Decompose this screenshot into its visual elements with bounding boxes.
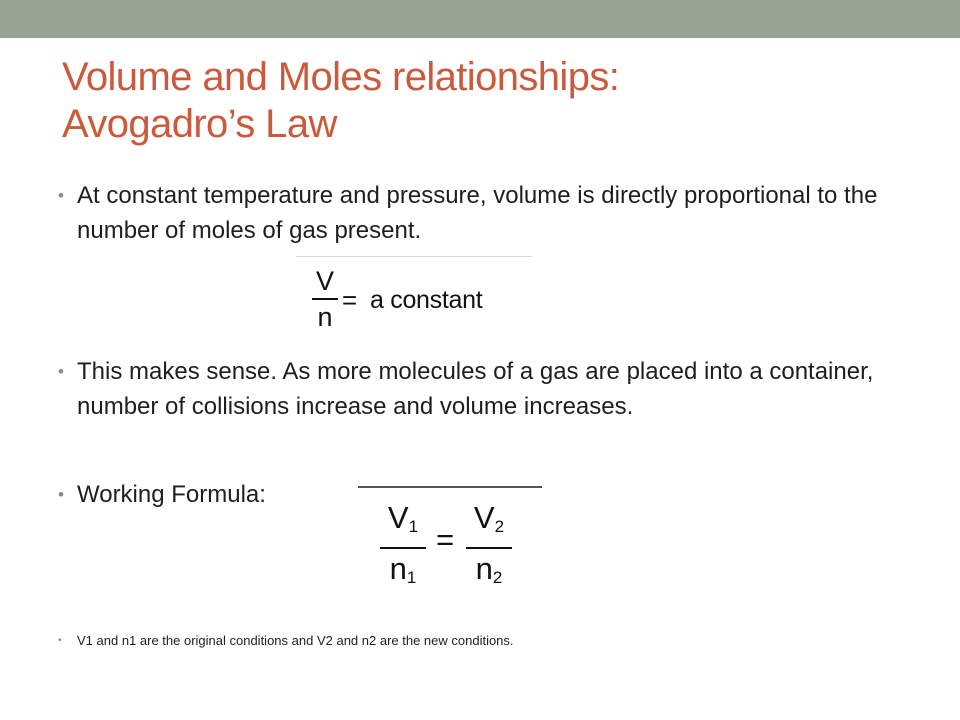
bullet-marker: • (58, 362, 64, 381)
fraction-bar (466, 547, 512, 549)
bullet-marker: • (58, 186, 64, 205)
numerator: V (315, 266, 334, 296)
numerator: $V_2$ (473, 500, 505, 536)
bullet-item (58, 354, 908, 424)
denominator: $n_1$ (389, 551, 417, 587)
fraction-bar (312, 298, 338, 300)
top-accent-bar (0, 0, 960, 38)
fraction-right (466, 500, 512, 596)
formula-border (358, 486, 542, 488)
numerator: $V_1$ (387, 500, 419, 536)
bullet-text: Working Formula: (77, 481, 266, 508)
bullet-item-note (58, 632, 908, 650)
bullet-marker: • (58, 485, 64, 504)
bullet-item (58, 178, 908, 248)
bullet-text: This makes sense. As more molecules of a gas are placed into a container, number of collisions increase and volume increases. (77, 358, 874, 420)
fraction-left (380, 500, 426, 596)
bullet-marker: • (58, 635, 62, 646)
denominator: n (317, 302, 333, 332)
formula-border (296, 256, 532, 257)
ratio-constant-formula (296, 256, 532, 340)
equals-sign: = (436, 522, 455, 557)
title-line-2: Avogadro’s Law (62, 102, 337, 146)
bullet-text: V1 and n1 are the original conditions and V2 and n2 are the new conditions. (77, 633, 514, 648)
title-line-1: Volume and Moles relationships: (62, 55, 620, 99)
bullet-text: At constant temperature and pressure, volume is directly proportional to the number of moles of gas present. (77, 182, 878, 244)
fraction-bar (380, 547, 426, 549)
working-formula (358, 486, 544, 598)
equals-sign: = (342, 285, 358, 315)
slide-title (62, 54, 922, 148)
constant-label: a constant (370, 286, 483, 314)
fraction (312, 266, 338, 332)
denominator: $n_2$ (475, 551, 503, 587)
